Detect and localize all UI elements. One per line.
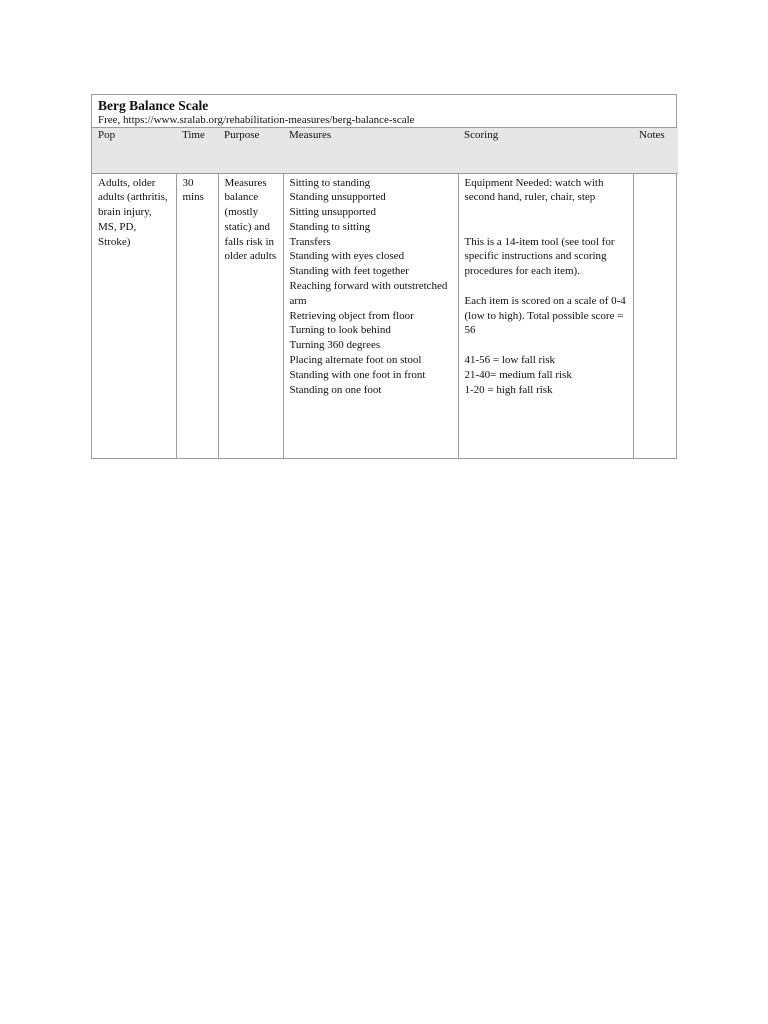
cell-measures: [283, 173, 458, 458]
document-title: Berg Balance Scale: [98, 98, 209, 113]
measure-item: Standing with feet together: [289, 265, 409, 278]
scoring-range: 21-40= medium fall risk: [464, 368, 572, 381]
cell-pop: Adults, older adults (arthritis, brain injury, MS, PD, Stroke): [92, 173, 176, 458]
measure-item: Retrieving object from floor: [289, 309, 414, 322]
assessment-sheet: [91, 94, 677, 459]
measure-item: Placing alternate foot on stool: [289, 354, 422, 367]
column-header-time: Time: [182, 129, 205, 141]
measure-item: Standing on one foot: [289, 383, 382, 396]
measure-item: Turning 360 degrees: [289, 339, 381, 352]
title-block: [92, 95, 676, 128]
column-header-purpose: Purpose: [224, 129, 260, 141]
column-header-pop: Pop: [98, 129, 116, 141]
cell-time: 30 mins: [176, 173, 218, 458]
column-header-measures: Measures: [289, 129, 332, 141]
cell-notes: [633, 173, 678, 458]
measure-item: Standing with eyes closed: [289, 250, 405, 263]
measure-item: Standing to sitting: [289, 220, 371, 233]
measure-item: Standing with one foot in front: [289, 368, 426, 381]
header-row: [92, 128, 678, 173]
document-subtitle: Free, https://www.sralab.org/rehabilitation-measures/berg-balance-scale: [98, 114, 415, 126]
scoring-description: This is a 14-item tool (see tool for specific instructions and scoring procedures for each item).: [464, 235, 618, 278]
scoring-equipment: Equipment Needed: watch with second hand, ruler, chair, step: [464, 176, 607, 204]
cell-scoring: [458, 173, 633, 458]
measure-item: Sitting unsupported: [289, 206, 376, 219]
scoring-scale: Each item is scored on a scale of 0-4 (low to high). Total possible score = 56: [464, 294, 629, 337]
measure-item: Transfers: [289, 235, 331, 248]
cell-purpose: Measures balance (mostly static) and falls risk in older adults: [218, 173, 283, 458]
measure-item: Reaching forward with outstretched arm: [289, 280, 451, 307]
scoring-range: 41-56 = low fall risk: [464, 354, 556, 367]
measure-item: Standing unsupported: [289, 191, 386, 204]
column-header-notes: Notes: [639, 129, 665, 141]
assessment-table: [92, 128, 678, 458]
scoring-range: 1-20 = high fall risk: [464, 383, 553, 396]
measure-item: Turning to look behind: [289, 324, 391, 337]
measure-item: Sitting to standing: [289, 176, 371, 189]
table-row: [92, 173, 678, 458]
column-header-scoring: Scoring: [464, 129, 499, 141]
